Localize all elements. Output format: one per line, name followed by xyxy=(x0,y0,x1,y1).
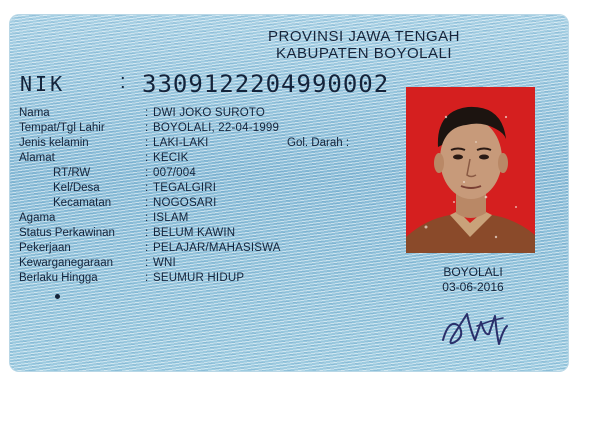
field-value: SEUMUR HIDUP xyxy=(153,272,245,284)
field-label: Kel/Desa xyxy=(53,182,100,194)
field-colon: : xyxy=(145,152,149,164)
field-value: PELAJAR/MAHASISWA xyxy=(153,242,281,254)
field-colon: : xyxy=(145,167,149,179)
nik-value: 3309122204990002 xyxy=(142,70,390,98)
field-colon: : xyxy=(145,182,149,194)
field-value: LAKI-LAKI xyxy=(153,137,209,149)
field-value: 007/004 xyxy=(153,167,196,179)
field-colon: : xyxy=(145,107,149,119)
bullet-dot xyxy=(55,294,60,299)
nik-label: NIK xyxy=(20,72,66,96)
id-card xyxy=(9,14,569,372)
header-regency: KABUPATEN BOYOLALI xyxy=(276,45,452,62)
header-province: PROVINSI JAWA TENGAH xyxy=(268,28,460,45)
blood-type-text: Gol. Darah xyxy=(287,137,343,149)
field-value: ISLAM xyxy=(153,212,189,224)
identity-fields xyxy=(9,106,399,306)
field-value: KECIK xyxy=(153,152,189,164)
field-label: Tempat/Tgl Lahir xyxy=(19,122,105,134)
field-colon: : xyxy=(145,257,149,269)
blood-type-label xyxy=(287,136,349,150)
field-label: Kecamatan xyxy=(53,197,112,209)
field-label: Kewarganegaraan xyxy=(19,257,113,269)
signature-icon xyxy=(437,296,517,356)
field-value: BELUM KAWIN xyxy=(153,227,236,239)
field-value: TEGALGIRI xyxy=(153,182,217,194)
field-colon: : xyxy=(145,137,149,149)
field-label: Berlaku Hingga xyxy=(19,272,98,284)
field-colon: : xyxy=(145,227,149,239)
field-label: Jenis kelamin xyxy=(19,137,89,149)
field-value: NOGOSARI xyxy=(153,197,217,209)
field-colon: : xyxy=(145,197,149,209)
field-label: Alamat xyxy=(19,152,55,164)
field-value: BOYOLALI, 22-04-1999 xyxy=(153,122,280,134)
issue-place: BOYOLALI xyxy=(443,265,503,279)
field-colon: : xyxy=(145,122,149,134)
field-label: Agama xyxy=(19,212,56,224)
field-value: WNI xyxy=(153,257,176,269)
field-label: Nama xyxy=(19,107,50,119)
field-colon: : xyxy=(145,212,149,224)
field-label: Status Perkawinan xyxy=(19,227,115,239)
field-value: DWI JOKO SUROTO xyxy=(153,107,266,119)
issue-date: 03-06-2016 xyxy=(442,280,504,294)
portrait-photo xyxy=(406,87,535,253)
field-label: Pekerjaan xyxy=(19,242,71,254)
field-colon: : xyxy=(145,242,149,254)
portrait-icon xyxy=(406,87,535,253)
field-label: RT/RW xyxy=(53,167,91,179)
nik-colon: : xyxy=(120,71,126,93)
blood-type-colon: : xyxy=(345,137,350,149)
field-colon: : xyxy=(145,272,149,284)
